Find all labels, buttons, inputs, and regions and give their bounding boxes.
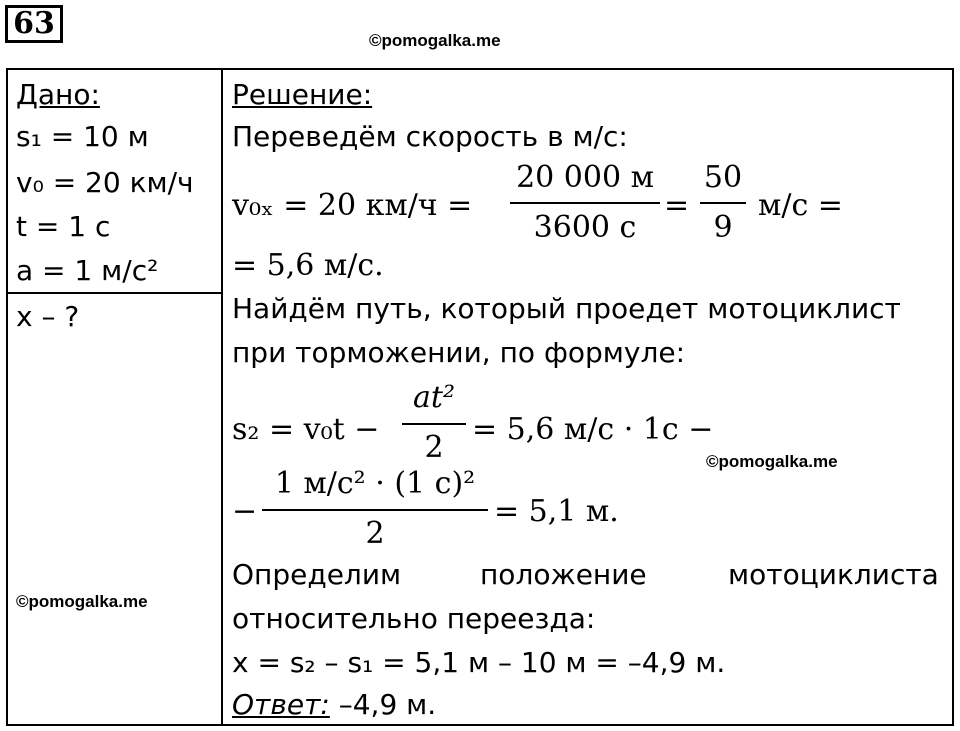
- eq1-frac1-bar: [510, 202, 660, 204]
- eq1-tail: м/с =: [758, 188, 843, 223]
- eq2-tail: = 5,6 м/с · 1с −: [472, 412, 714, 447]
- given-heading: Дано:: [16, 78, 100, 111]
- para3-word1: Определим: [232, 558, 402, 591]
- solution-line1: Переведём скорость в м/с:: [232, 120, 628, 153]
- given-a: a = 1 м/с²: [16, 254, 159, 287]
- result-line: x = s₂ – s₁ = 5,1 м – 10 м = –4,9 м.: [232, 646, 726, 679]
- watermark-left: ©pomogalka.me: [16, 592, 148, 611]
- eq1-frac1-denominator: 3600 с: [533, 210, 637, 245]
- problem-number: 63: [5, 5, 63, 43]
- eq3-tail: = 5,1 м.: [494, 494, 619, 529]
- given-s1: s₁ = 10 м: [16, 120, 149, 153]
- eq1-frac2-numerator: 50: [703, 160, 743, 195]
- column-divider: [221, 68, 223, 726]
- para2-line2: при торможении, по формуле:: [232, 336, 686, 369]
- watermark-top: ©pomogalka.me: [369, 31, 501, 50]
- answer-label: Ответ:: [232, 688, 330, 721]
- given-divider: [6, 292, 222, 294]
- eq1-line2: = 5,6 м/с.: [232, 248, 384, 283]
- para2-line1: Найдём путь, который проедет мотоциклист: [232, 292, 901, 325]
- eq1-equals: =: [664, 188, 690, 223]
- eq1-frac2-bar: [700, 202, 746, 204]
- eq3-frac-numerator: 1 м/с² · (1 с)²: [274, 466, 476, 501]
- given-t: t = 1 с: [16, 210, 111, 243]
- para3-word3: мотоциклиста: [728, 558, 939, 591]
- eq1-frac1-numerator: 20 000 м: [516, 160, 654, 195]
- watermark-middle: ©pomogalka.me: [706, 452, 838, 471]
- eq2-frac-denominator: 2: [424, 430, 444, 465]
- given-v0: v₀ = 20 км/ч: [16, 166, 194, 199]
- para3-word2: положение: [480, 558, 647, 591]
- eq2-lhs: s₂ = v₀t −: [232, 412, 380, 447]
- eq3-lead: −: [232, 494, 258, 529]
- answer-line: [232, 688, 436, 722]
- eq2-frac-numerator: at²: [413, 380, 455, 415]
- eq1-lhs: v₀ₓ = 20 км/ч =: [232, 188, 473, 223]
- eq3-frac-denominator: 2: [365, 516, 385, 551]
- eq1-frac2-denominator: 9: [713, 210, 733, 245]
- eq2-frac-bar: [402, 423, 466, 425]
- eq3-frac-bar: [262, 509, 488, 511]
- para3-line2: относительно переезда:: [232, 602, 596, 635]
- find-x: x – ?: [16, 300, 80, 333]
- answer-value: –4,9 м.: [329, 688, 437, 721]
- solution-heading: Решение:: [232, 78, 373, 111]
